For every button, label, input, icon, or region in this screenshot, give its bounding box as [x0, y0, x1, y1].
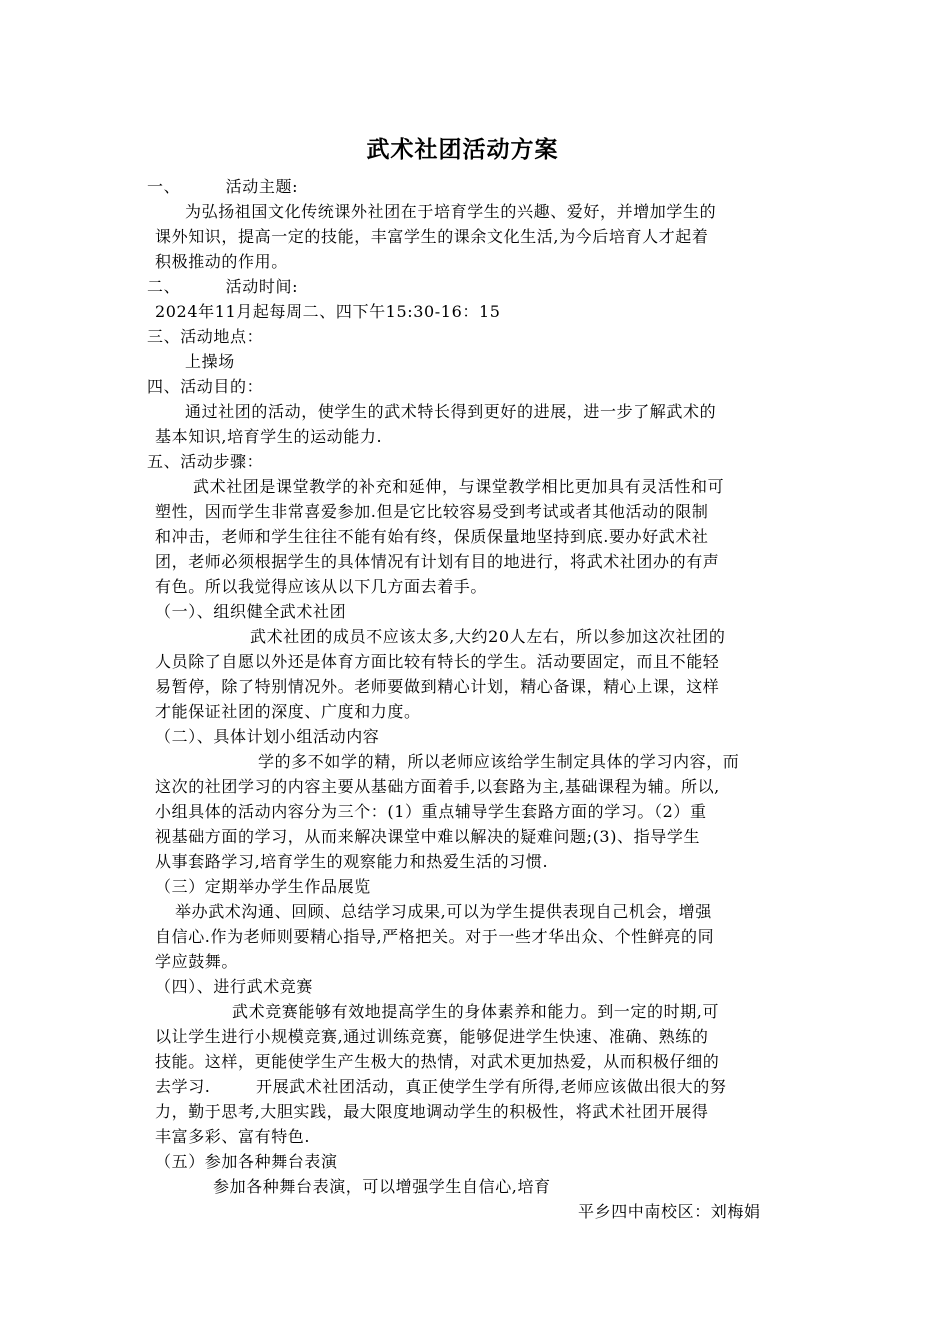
paragraph-line: 学的多不如学的精，所以老师应该给学生制定具体的学习内容，而 [258, 752, 740, 771]
section-heading-location: 三、活动地点： [147, 327, 264, 346]
paragraph-line: 积极推动的作用。 [155, 252, 288, 271]
paragraph-line: 丰富多彩、富有特色. [155, 1127, 311, 1146]
paragraph-line: 以让学生进行小规模竞赛,通过训练竞赛，能够促进学生快速、准确、熟练的 [155, 1027, 709, 1046]
paragraph-line: 易暂停，除了特别情况外。老师要做到精心计划，精心备课，精心上课，这样 [155, 677, 720, 696]
paragraph-line: 塑性，因而学生非常喜爱参加.但是它比较容易受到考试或者其他活动的限制 [155, 502, 709, 521]
paragraph-line: 举办武术沟通、回顾、总结学习成果,可以为学生提供表现自己机会，增强 [175, 902, 712, 921]
section-heading-theme: 一、 活动主题: [147, 177, 299, 196]
subsection-heading-4: （四）、进行武术竞赛 [155, 977, 314, 996]
paragraph-line: 和冲击，老师和学生往往不能有始有终，保质保量地坚持到底.要办好武术社 [155, 527, 709, 546]
paragraph-line: 武术社团是课堂教学的补充和延伸，与课堂教学相比更加具有灵活性和可 [193, 477, 725, 496]
paragraph-line: 通过社团的活动，使学生的武术特长得到更好的进展，进一步了解武术的 [185, 402, 717, 421]
paragraph-line: 武术社团的成员不应该太多,大约20人左右，所以参加这次社团的 [250, 627, 726, 646]
paragraph-line: 团，老师必须根据学生的具体情况有计划有目的地进行，将武术社团办的有声 [155, 552, 720, 571]
paragraph-line: 才能保证社团的深度、广度和力度。 [155, 702, 421, 721]
paragraph-line: 自信心.作为老师则要精心指导,严格把关。对于一些才华出众、个性鲜亮的同 [155, 927, 715, 946]
paragraph-line: 课外知识，提高一定的技能，丰富学生的课余文化生活,为今后培育人才起着 [155, 227, 709, 246]
subsection-heading-3: （三）定期举办学生作品展览 [155, 877, 371, 896]
paragraph-line: 从事套路学习,培育学生的观察能力和热爱生活的习惯. [155, 852, 549, 871]
paragraph-line: 小组具体的活动内容分为三个：(1）重点辅导学生套路方面的学习。（2）重 [155, 802, 707, 821]
paragraph-line: 基本知识,培育学生的运动能力. [155, 427, 383, 446]
section-heading-purpose: 四、活动目的： [147, 377, 264, 396]
paragraph-line: 学应鼓舞。 [155, 952, 239, 971]
paragraph-line: 上操场 [185, 352, 235, 371]
paragraph-line: 去学习. 开展武术社团活动，真正使学生学有所得,老师应该做出很大的努 [155, 1077, 727, 1096]
paragraph-line: 武术竞赛能够有效地提高学生的身体素养和能力。到一定的时期,可 [232, 1002, 720, 1021]
paragraph-line: 为弘扬祖国文化传统课外社团在于培育学生的兴趣、爱好，并增加学生的 [185, 202, 717, 221]
section-heading-time: 二、 活动时间: [147, 277, 299, 296]
subsection-heading-1: （一）、组织健全武术社团 [155, 602, 347, 621]
paragraph-line: 有色。所以我觉得应该从以下几方面去着手。 [155, 577, 488, 596]
paragraph-line: 参加各种舞台表演，可以增强学生自信心,培育 [213, 1177, 551, 1196]
subsection-heading-5: （五）参加各种舞台表演 [155, 1152, 338, 1171]
subsection-heading-2: （二）、具体计划小组活动内容 [155, 727, 380, 746]
paragraph-line: 2024年11月起每周二、四下午15:30-16：15 [155, 302, 501, 321]
document-title: 武术社团活动方案 [366, 137, 559, 163]
paragraph-line: 技能。这样，更能使学生产生极大的热情，对武术更加热爱，从而积极仔细的 [155, 1052, 720, 1071]
paragraph-line: 力，勤于思考,大胆实践，最大限度地调动学生的积极性，将武术社团开展得 [155, 1102, 709, 1121]
author-signature: 平乡四中南校区：刘梅娟 [578, 1202, 761, 1221]
paragraph-line: 视基础方面的学习，从而来解决课堂中难以解决的疑难问题;(3)、指导学生 [155, 827, 701, 846]
paragraph-line: 这次的社团学习的内容主要从基础方面着手,以套路为主,基础课程为辅。所以, [155, 777, 720, 796]
section-heading-steps: 五、活动步骤： [147, 452, 264, 471]
paragraph-line: 人员除了自愿以外还是体育方面比较有特长的学生。活动要固定，而且不能轻 [155, 652, 720, 671]
